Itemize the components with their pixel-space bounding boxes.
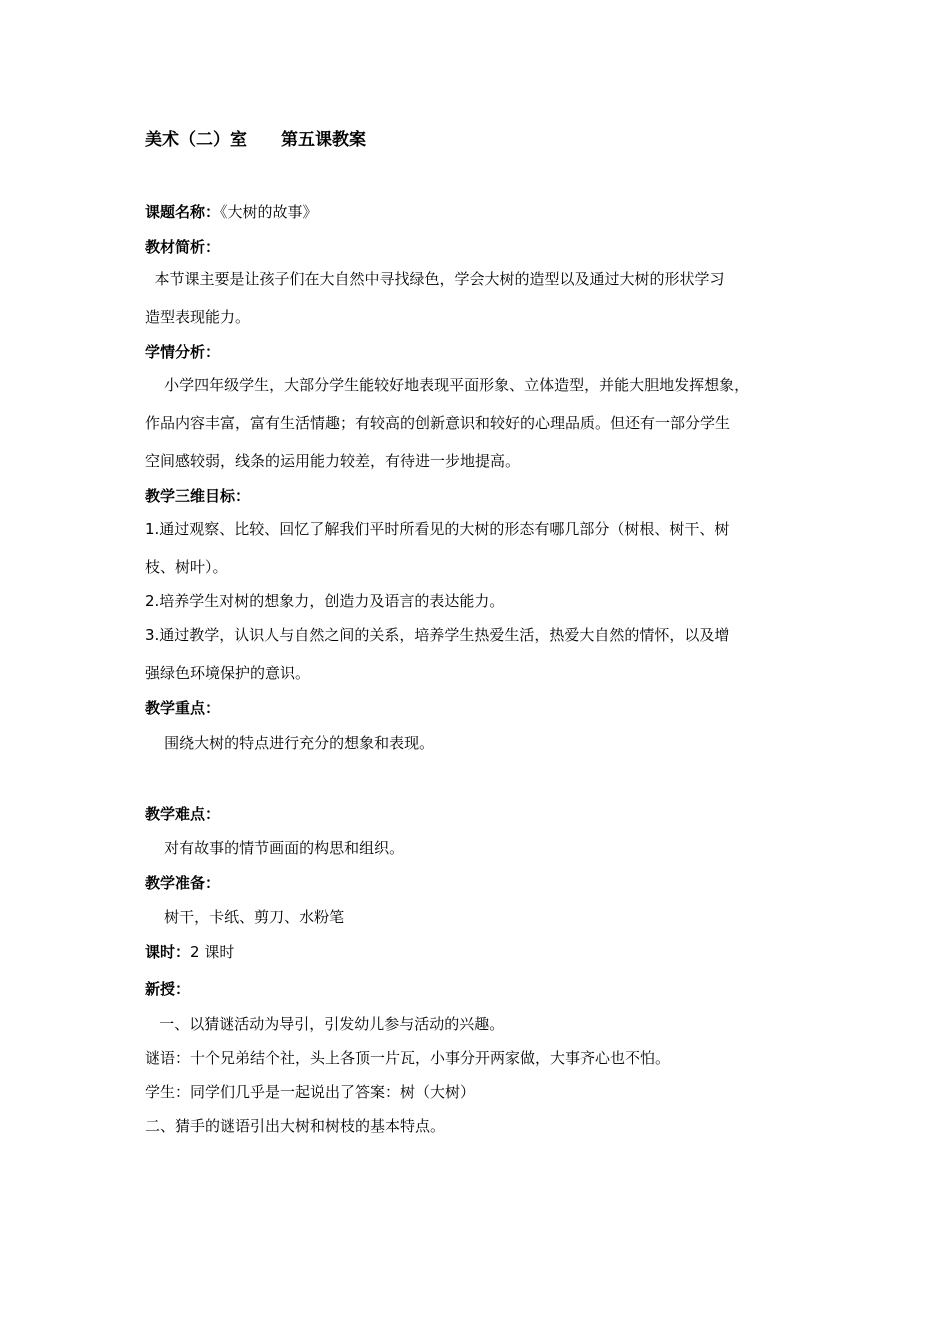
analysis-text-line1: 本节课主要是让孩子们在大自然中寻找绿色，学会大树的造型以及通过大树的形状学习 <box>145 270 725 288</box>
goal1-line2: 枝、树叶）。 <box>145 558 228 576</box>
key-point-text: 围绕大树的特点进行充分的想象和表现。 <box>145 734 435 752</box>
preparation-label: 教学准备： <box>145 874 221 892</box>
hours-label: 课时： <box>145 943 191 961</box>
topic-value: 《大树的故事》 <box>220 203 318 221</box>
topic-line <box>145 202 318 222</box>
difficulty-text: 对有故事的情节画面的构思和组织。 <box>145 839 405 857</box>
title-lesson: 第五课教案 <box>281 130 366 150</box>
hours-line <box>145 942 234 962</box>
preparation-text: 树干，卡纸、剪刀、水粉笔 <box>145 908 345 926</box>
goal2-line: 2.培养学生对树的想象力，创造力及语言的表达能力。 <box>145 592 505 610</box>
student-analysis-line1: 小学四年级学生，大部分学生能较好地表现平面形象、立体造型，并能大胆地发挥想象， <box>145 376 750 394</box>
hours-value: 2 课时 <box>190 943 235 961</box>
difficulty-label: 教学难点： <box>145 805 221 823</box>
student-analysis-line2: 作品内容丰富，富有生活情趣；有较高的创新意识和较好的心理品质。但还有一部分学生 <box>145 414 731 432</box>
student-analysis-label: 学情分析： <box>145 343 221 361</box>
goals-label: 教学三维目标： <box>145 487 251 505</box>
step1-text: 一、以猜谜活动为导引，引发幼儿参与活动的兴趣。 <box>145 1015 505 1033</box>
topic-label: 课题名称： <box>145 203 221 221</box>
step2-text: 二、猜手的谜语引出大树和树枝的基本特点。 <box>145 1117 446 1135</box>
title-room: 美术（二）室 <box>145 130 247 150</box>
goal3-line2: 强绿色环境保护的意识。 <box>145 664 311 682</box>
student-analysis-line3: 空间感较弱，线条的运用能力较差，有待进一步地提高。 <box>145 452 521 470</box>
analysis-label: 教材简析： <box>145 238 221 256</box>
student-answer-text: 学生：同学们几乎是一起说出了答案：树（大树） <box>145 1083 476 1101</box>
new-lesson-label: 新授： <box>145 980 191 998</box>
page-title <box>145 128 366 152</box>
analysis-text-line2: 造型表现能力。 <box>145 308 251 326</box>
goal3-line1: 3.通过教学，认识人与自然之间的关系，培养学生热爱生活，热爱大自然的情怀，以及增 <box>145 626 730 644</box>
goal1-line1: 1.通过观察、比较、回忆了解我们平时所看见的大树的形态有哪几部分（树根、树干、树 <box>145 520 730 538</box>
key-point-label: 教学重点： <box>145 699 221 717</box>
riddle-text: 谜语：十个兄弟结个社，头上各顶一片瓦，小事分开两家做，大事齐心也不怕。 <box>145 1049 671 1067</box>
